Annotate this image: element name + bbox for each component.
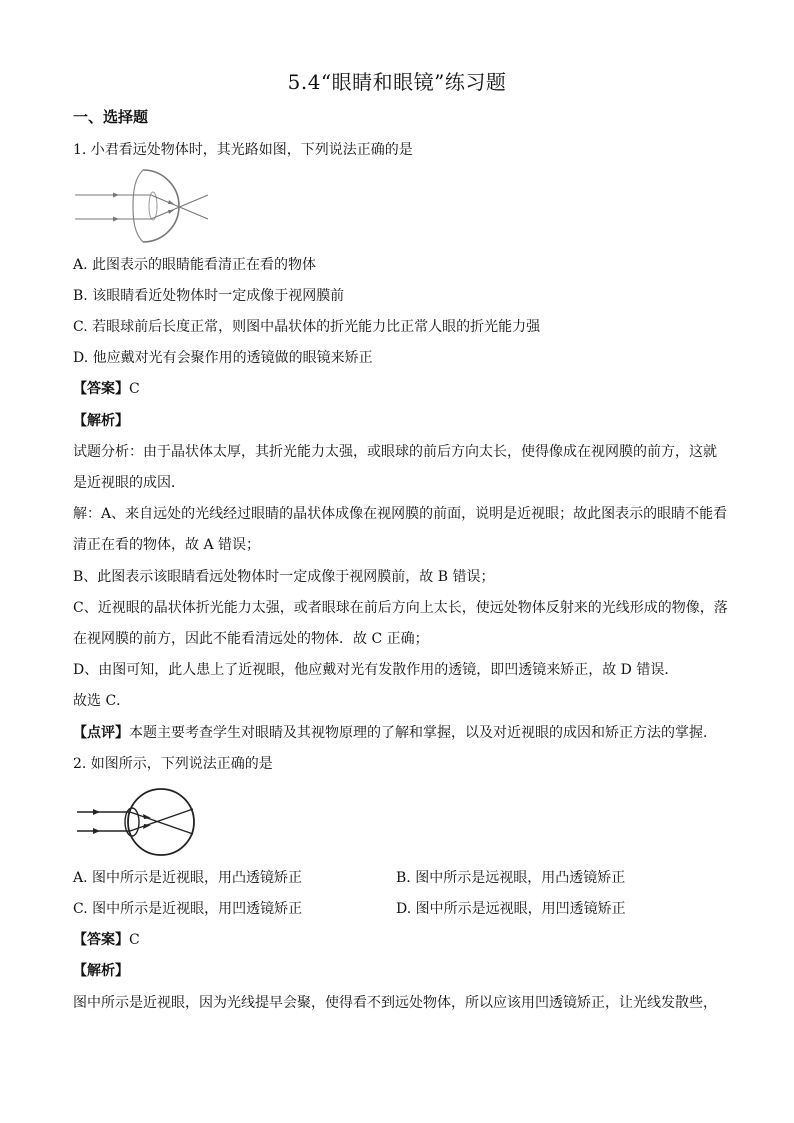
comment-text: 本题主要考查学生对眼睛及其视物原理的了解和掌握，以及对近视眼的成因和矫正方法的掌握． [129, 725, 717, 741]
answer-value: C [129, 381, 140, 397]
question-2-option-d: D. 图中所示是远视眼，用凹透镜矫正 [396, 901, 626, 917]
question-2-answer [73, 933, 140, 947]
question-2-option-b: B. 图中所示是远视眼，用凸透镜矫正 [396, 870, 626, 886]
analysis-line: 试题分析：由于晶状体太厚，其折光能力太强，或眼球的前后方向太长，使得像成在视网膜的前方，这就 [73, 444, 717, 460]
question-2-option-c: C. 图中所示是近视眼，用凹透镜矫正 [73, 901, 303, 917]
eye-diagram-2 [73, 786, 199, 862]
question-1-stem: 1. 小君看远处物体时，其光路如图，下列说法正确的是 [73, 142, 413, 158]
page-title: 5.4“眼睛和眼镜”练习题 [287, 70, 507, 94]
eyeball-outline [143, 170, 179, 242]
question-2-option-a: A. 图中所示是近视眼，用凸透镜矫正 [73, 870, 303, 886]
question-1-option-a: A. 此图表示的眼睛能看清正在看的物体 [73, 257, 317, 273]
analysis-line: D、由图可知，此人患上了近视眼，他应戴对光有发散作用的透镜，即凹透镜来矫正，故 D 错误． [73, 662, 679, 678]
eyeball-outline [128, 789, 194, 855]
question-1-analysis-label: 【解析】 [73, 413, 129, 429]
question-1-answer [73, 382, 140, 396]
arrow-icon [113, 217, 119, 222]
arrow-icon [168, 200, 174, 204]
analysis-line: C、近视眼的晶状体折光能力太强，或者眼球在前后方向上太长，使远处物体反射来的光线形成的物像，落 [73, 600, 728, 616]
question-2-stem: 2. 如图所示，下列说法正确的是 [73, 756, 273, 772]
answer-value: C [129, 932, 140, 948]
arrow-icon [93, 809, 100, 815]
question-1-option-c: C. 若眼球前后长度正常，则图中晶状体的折光能力比正常人眼的折光能力强 [73, 319, 541, 335]
analysis-line: B、此图表示该眼睛看远处物体时一定成像于视网膜前，故 B 错误； [73, 569, 495, 585]
analysis-line: 在视网膜的前方，因此不能看清远处的物体．故 C 正确； [73, 631, 429, 647]
arrow-icon [93, 828, 100, 834]
cornea-outline [133, 170, 143, 242]
comment-label: 【点评】 [73, 725, 129, 741]
analysis-line: 是近视眼的成因． [73, 475, 185, 491]
answer-label: 【答案】 [73, 932, 129, 948]
question-1-option-b: B. 该眼睛看近处物体时一定成像于视网膜前 [73, 288, 345, 304]
arrow-icon [168, 210, 174, 214]
arrow-icon [113, 193, 119, 198]
question-1-comment [73, 726, 717, 740]
question-2-analysis-label: 【解析】 [73, 963, 129, 979]
analysis-line: 图中所示是近视眼，因为光线提早会聚，使得看不到远处物体，所以应该用凹透镜矫正，让光线发散些， [73, 995, 717, 1011]
answer-label: 【答案】 [73, 381, 129, 397]
eye-diagram-1 [73, 164, 213, 246]
analysis-line: 清正在看的物体，故 A 错误； [73, 537, 261, 553]
section-heading: 一、选择题 [73, 108, 149, 126]
question-1-option-d: D. 他应戴对光有会聚作用的透镜做的眼镜来矫正 [73, 350, 373, 366]
analysis-line: 故选 C． [73, 693, 131, 709]
analysis-line: 解：A、来自远处的光线经过眼睛的晶状体成像在视网膜的前面，说明是近视眼；故此图表示的眼睛不能看 [73, 506, 728, 522]
